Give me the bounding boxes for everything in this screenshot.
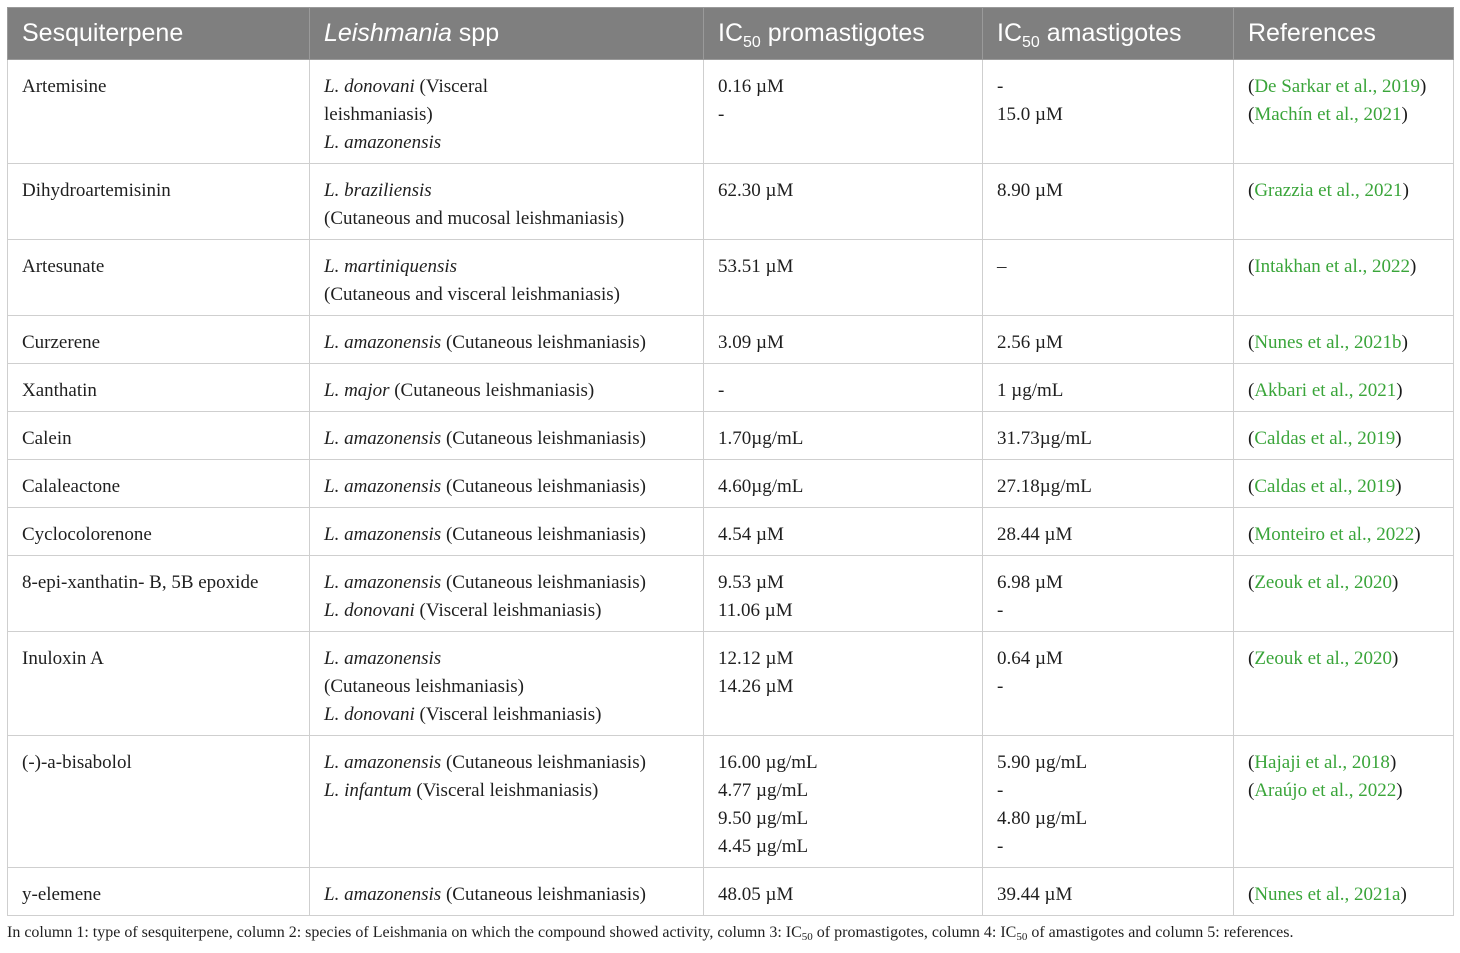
species-text: (Cutaneous leishmaniasis): [441, 572, 646, 593]
cell-sesquiterpene: Calein: [8, 412, 310, 460]
reference-line: [1248, 645, 1445, 673]
reference-link[interactable]: Hajaji et al., 2018: [1254, 752, 1390, 773]
cell-sesquiterpene: Xanthatin: [8, 364, 310, 412]
cell-sesquiterpene: Artemisine: [8, 60, 310, 164]
species-italic: L. amazonensis: [324, 428, 442, 449]
paren-close: ): [1409, 256, 1417, 277]
cell-ic50-promastigotes: [704, 632, 983, 736]
amastigote-value: -: [997, 836, 1004, 857]
header-row: [8, 8, 1454, 60]
species-text: (Visceral leishmaniasis): [414, 704, 602, 725]
species-text: (Cutaneous leishmaniasis): [324, 676, 524, 697]
table-container: [7, 7, 1453, 916]
paren-open: (: [1248, 752, 1255, 773]
species-line: [324, 777, 695, 805]
species-line: [324, 597, 695, 625]
cell-species: [310, 60, 704, 164]
amastigote-value: 4.80 µg/mL: [997, 808, 1088, 829]
reference-line: [1248, 329, 1445, 357]
cell-species: [310, 412, 704, 460]
table-row: [8, 240, 1454, 316]
paren-close: ): [1396, 380, 1403, 401]
promastigote-value: 0.16 µM: [718, 76, 784, 97]
amastigote-value: 6.98 µM: [997, 572, 1063, 593]
paren-open: (: [1248, 884, 1255, 905]
paren-close: ): [1420, 76, 1427, 97]
cell-ic50-promastigotes: [704, 164, 983, 240]
promastigote-value: 1.70µg/mL: [718, 428, 804, 449]
table-row: [8, 412, 1454, 460]
promastigote-value: 9.53 µM: [718, 572, 784, 593]
species-text: (Cutaneous leishmaniasis): [441, 752, 646, 773]
reference-link[interactable]: Grazzia et al., 2021: [1254, 180, 1403, 201]
promastigote-value: -: [718, 380, 725, 401]
header-ic-prefix: IC: [997, 19, 1022, 47]
header-promastigotes: promastigotes: [760, 19, 925, 47]
promastigote-value: 16.00 µg/mL: [718, 752, 818, 773]
species-italic: L. infantum: [324, 780, 412, 801]
cell-references: [1234, 632, 1454, 736]
cell-sesquiterpene: Calaleactone: [8, 460, 310, 508]
cell-species: [310, 316, 704, 364]
cell-ic50-amastigotes: [983, 556, 1234, 632]
cell-ic50-promastigotes: [704, 736, 983, 868]
paren-close: ): [1414, 524, 1421, 545]
cell-species: [310, 868, 704, 916]
table-row: [8, 164, 1454, 240]
header-ic-sub: 50: [1022, 34, 1040, 51]
species-italic: L. donovani: [324, 600, 415, 621]
amastigote-value: -: [997, 676, 1004, 697]
species-line: [324, 673, 695, 701]
cell-references: [1234, 556, 1454, 632]
header-ic50-amastigotes: [983, 8, 1234, 60]
cell-sesquiterpene: Dihydroartemisinin: [8, 164, 310, 240]
cell-ic50-promastigotes: [704, 556, 983, 632]
species-line: [324, 177, 695, 205]
species-line: [324, 73, 695, 101]
caption-sub2: 50: [1016, 931, 1028, 943]
cell-ic50-amastigotes: [983, 736, 1234, 868]
reference-link[interactable]: De Sarkar et al., 2019: [1254, 76, 1420, 97]
species-text: (Cutaneous and mucosal leishmaniasis): [324, 208, 625, 229]
reference-link[interactable]: Akbari et al., 2021: [1254, 380, 1397, 401]
reference-link[interactable]: Machín et al., 2021: [1254, 104, 1402, 125]
reference-line: [1248, 473, 1445, 501]
header-leishmania-italic: Leishmania: [324, 19, 452, 47]
cell-species: [310, 632, 704, 736]
species-text: (Visceral leishmaniasis): [411, 780, 599, 801]
table-row: [8, 556, 1454, 632]
cell-ic50-amastigotes: [983, 460, 1234, 508]
cell-ic50-promastigotes: [704, 60, 983, 164]
header-leishmania-spp: [310, 8, 704, 60]
paren-open: (: [1248, 256, 1255, 277]
reference-line: [1248, 881, 1445, 909]
species-line: [324, 881, 695, 909]
cell-sesquiterpene: Artesunate: [8, 240, 310, 316]
species-line: [324, 329, 695, 357]
paren-open: (: [1248, 332, 1255, 353]
cell-ic50-promastigotes: [704, 460, 983, 508]
species-italic: L. amazonensis: [324, 332, 442, 353]
cell-sesquiterpene: 8-epi-xanthatin- B, 5B epoxide: [8, 556, 310, 632]
species-italic: L. major: [324, 380, 390, 401]
promastigote-value: 53.51 µM: [718, 256, 794, 277]
paren-open: (: [1248, 380, 1255, 401]
species-line: [324, 281, 695, 309]
reference-line: [1248, 101, 1445, 129]
species-text: (Cutaneous leishmaniasis): [389, 380, 595, 401]
promastigote-value: 62.30 µM: [718, 180, 794, 201]
header-references: References: [1234, 8, 1454, 60]
species-line: [324, 377, 695, 405]
header-sesquiterpene: Sesquiterpene: [8, 8, 310, 60]
cell-species: [310, 240, 704, 316]
species-text: leishmaniasis): [324, 104, 433, 125]
promastigote-value: 14.26 µM: [718, 676, 794, 697]
reference-link[interactable]: Caldas et al., 2019: [1254, 428, 1396, 449]
cell-references: [1234, 460, 1454, 508]
sesquiterpene-table: [7, 7, 1454, 916]
cell-ic50-promastigotes: [704, 412, 983, 460]
species-text: (Visceral: [414, 76, 489, 97]
species-text: (Cutaneous and visceral leishmaniasis): [324, 284, 621, 305]
paren-open: (: [1248, 428, 1255, 449]
amastigote-value: 5.90 µg/mL: [997, 752, 1088, 773]
cell-ic50-promastigotes: [704, 316, 983, 364]
promastigote-value: 4.54 µM: [718, 524, 784, 545]
species-italic: L. amazonensis: [324, 572, 442, 593]
species-line: [324, 645, 695, 673]
amastigote-value: 1 µg/mL: [997, 380, 1064, 401]
reference-link[interactable]: Zeouk et al., 2020: [1254, 648, 1393, 669]
cell-species: [310, 460, 704, 508]
paren-close: ): [1392, 648, 1399, 669]
promastigote-value: 48.05 µM: [718, 884, 794, 905]
cell-ic50-amastigotes: [983, 412, 1234, 460]
caption-sub1: 50: [801, 931, 813, 943]
cell-references: [1234, 412, 1454, 460]
table-row: [8, 736, 1454, 868]
cell-references: [1234, 868, 1454, 916]
reference-link[interactable]: Nunes et al., 2021a: [1254, 884, 1401, 905]
table-row: [8, 60, 1454, 164]
cell-ic50-promastigotes: [704, 508, 983, 556]
cell-ic50-amastigotes: [983, 60, 1234, 164]
reference-link[interactable]: Zeouk et al., 2020: [1254, 572, 1393, 593]
species-italic: L. amazonensis: [324, 884, 442, 905]
species-italic: L. martiniquensis: [324, 256, 458, 277]
paren-close: ): [1395, 476, 1402, 497]
table-row: [8, 364, 1454, 412]
species-italic: L. donovani: [324, 76, 415, 97]
cell-species: [310, 736, 704, 868]
species-line: [324, 521, 695, 549]
cell-sesquiterpene: (-)-a-bisabolol: [8, 736, 310, 868]
amastigote-value: -: [997, 600, 1004, 621]
species-line: [324, 749, 695, 777]
paren-close: ): [1389, 752, 1397, 773]
reference-link[interactable]: Araújo et al., 2022: [1254, 780, 1397, 801]
promastigote-value: 9.50 µg/mL: [718, 808, 809, 829]
species-italic: L. amazonensis: [324, 752, 442, 773]
paren-open: (: [1248, 572, 1255, 593]
reference-line: [1248, 177, 1445, 205]
cell-references: [1234, 240, 1454, 316]
amastigote-value: 2.56 µM: [997, 332, 1063, 353]
paren-open: (: [1248, 104, 1255, 125]
reference-link[interactable]: Nunes et al., 2021b: [1254, 332, 1402, 353]
amastigote-value: 15.0 µM: [997, 104, 1063, 125]
cell-ic50-amastigotes: [983, 508, 1234, 556]
cell-references: [1234, 736, 1454, 868]
promastigote-value: -: [718, 104, 725, 125]
reference-line: [1248, 521, 1445, 549]
cell-ic50-amastigotes: [983, 164, 1234, 240]
header-ic-sub: 50: [743, 34, 761, 51]
species-italic: L. amazonensis: [324, 524, 442, 545]
table-body: [8, 60, 1454, 916]
cell-sesquiterpene: Inuloxin A: [8, 632, 310, 736]
species-text: (Cutaneous leishmaniasis): [441, 476, 646, 497]
species-italic: L. amazonensis: [324, 132, 442, 153]
species-line: [324, 253, 695, 281]
promastigote-value: 4.60µg/mL: [718, 476, 804, 497]
species-line: [324, 473, 695, 501]
reference-link[interactable]: Intakhan et al., 2022: [1254, 256, 1410, 277]
cell-species: [310, 556, 704, 632]
cell-ic50-amastigotes: [983, 240, 1234, 316]
amastigote-value: 31.73µg/mL: [997, 428, 1092, 449]
species-text: (Cutaneous leishmaniasis): [441, 332, 646, 353]
caption-part2: of promastigotes, column 4: IC: [812, 924, 1017, 941]
reference-line: [1248, 253, 1445, 281]
cell-references: [1234, 164, 1454, 240]
cell-ic50-amastigotes: [983, 316, 1234, 364]
reference-line: [1248, 73, 1445, 101]
species-line: [324, 101, 695, 129]
species-italic: L. amazonensis: [324, 476, 442, 497]
cell-species: [310, 364, 704, 412]
cell-sesquiterpene: y-elemene: [8, 868, 310, 916]
species-text: (Visceral leishmaniasis): [414, 600, 602, 621]
table-caption: [7, 924, 1453, 942]
reference-line: [1248, 377, 1445, 405]
cell-sesquiterpene: Curzerene: [8, 316, 310, 364]
table-row: [8, 460, 1454, 508]
species-text: (Cutaneous leishmaniasis): [441, 524, 646, 545]
species-line: [324, 569, 695, 597]
cell-ic50-promastigotes: [704, 868, 983, 916]
paren-open: (: [1248, 524, 1255, 545]
paren-close: ): [1402, 180, 1409, 201]
promastigote-value: 11.06 µM: [718, 600, 793, 621]
cell-references: [1234, 316, 1454, 364]
caption-part3: of amastigotes and column 5: references.: [1027, 924, 1294, 941]
reference-line: [1248, 749, 1445, 777]
species-line: [324, 425, 695, 453]
cell-references: [1234, 364, 1454, 412]
table-row: [8, 632, 1454, 736]
cell-sesquiterpene: Cyclocolorenone: [8, 508, 310, 556]
species-italic: L. donovani: [324, 704, 415, 725]
paren-open: (: [1248, 76, 1255, 97]
reference-line: [1248, 569, 1445, 597]
promastigote-value: 4.45 µg/mL: [718, 836, 809, 857]
promastigote-value: 3.09 µM: [718, 332, 784, 353]
amastigote-value: 39.44 µM: [997, 884, 1073, 905]
species-line: [324, 205, 695, 233]
paren-open: (: [1248, 648, 1255, 669]
paren-open: (: [1248, 476, 1255, 497]
amastigote-value: –: [997, 256, 1007, 277]
paren-close: ): [1392, 572, 1399, 593]
promastigote-value: 12.12 µM: [718, 648, 794, 669]
species-italic: L. amazonensis: [324, 648, 442, 669]
amastigote-value: 8.90 µM: [997, 180, 1063, 201]
cell-references: [1234, 508, 1454, 556]
cell-ic50-promastigotes: [704, 240, 983, 316]
cell-ic50-amastigotes: [983, 868, 1234, 916]
paren-open: (: [1248, 780, 1255, 801]
paren-open: (: [1248, 180, 1255, 201]
header-ic50-promastigotes: [704, 8, 983, 60]
paren-close: ): [1395, 428, 1402, 449]
amastigote-value: -: [997, 76, 1004, 97]
cell-references: [1234, 60, 1454, 164]
table-row: [8, 508, 1454, 556]
amastigote-value: 28.44 µM: [997, 524, 1073, 545]
reference-line: [1248, 777, 1445, 805]
species-line: [324, 701, 695, 729]
species-text: (Cutaneous leishmaniasis): [441, 884, 646, 905]
caption-part1: In column 1: type of sesquiterpene, column 2: species of Leishmania on which the compound showed activity, column 3: IC: [7, 924, 802, 941]
species-italic: L. braziliensis: [324, 180, 432, 201]
promastigote-value: 4.77 µg/mL: [718, 780, 809, 801]
species-line: [324, 129, 695, 157]
header-ic-prefix: IC: [718, 19, 743, 47]
table-row: [8, 868, 1454, 916]
amastigote-value: -: [997, 780, 1004, 801]
amastigote-value: 0.64 µM: [997, 648, 1063, 669]
cell-ic50-amastigotes: [983, 364, 1234, 412]
cell-ic50-promastigotes: [704, 364, 983, 412]
amastigote-value: 27.18µg/mL: [997, 476, 1092, 497]
reference-link[interactable]: Caldas et al., 2019: [1254, 476, 1396, 497]
paren-close: ): [1400, 884, 1407, 905]
cell-species: [310, 508, 704, 556]
header-spp: spp: [451, 19, 500, 47]
paren-close: ): [1401, 104, 1408, 125]
table-row: [8, 316, 1454, 364]
paren-close: ): [1401, 332, 1408, 353]
cell-ic50-amastigotes: [983, 632, 1234, 736]
cell-species: [310, 164, 704, 240]
reference-line: [1248, 425, 1445, 453]
paren-close: ): [1396, 780, 1403, 801]
species-text: (Cutaneous leishmaniasis): [441, 428, 646, 449]
reference-link[interactable]: Monteiro et al., 2022: [1254, 524, 1415, 545]
header-amastigotes: amastigotes: [1039, 19, 1182, 47]
